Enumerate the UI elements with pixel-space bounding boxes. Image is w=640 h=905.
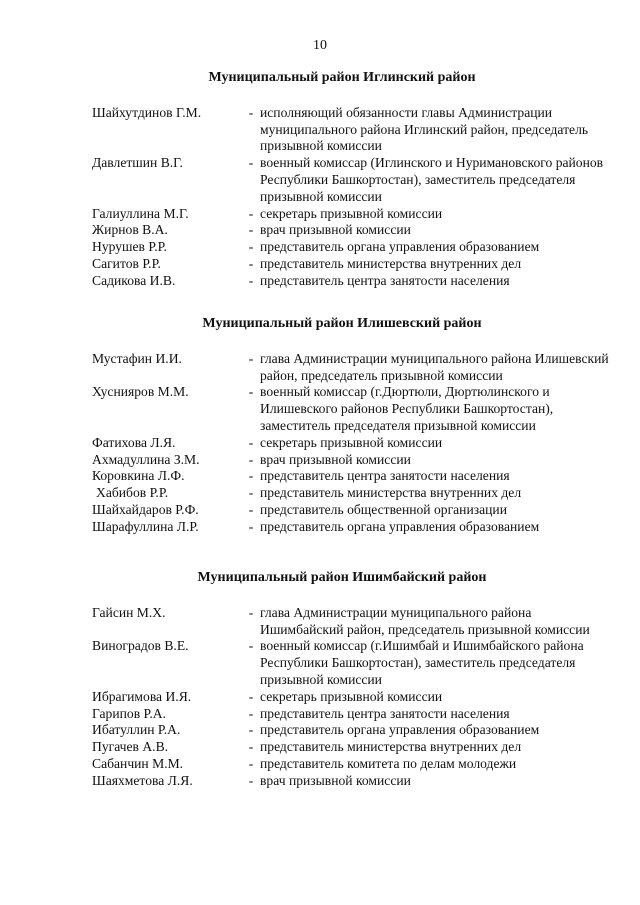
section-ilishevsky <box>92 316 612 536</box>
member-role: представитель министерства внутренних дел <box>260 739 522 755</box>
member-name: Хабибов Р.Р. <box>96 485 169 501</box>
member-role: представитель органа управления образованием <box>260 239 540 255</box>
member-role: представитель центра занятости населения <box>260 705 510 721</box>
member-role: врач призывной комиссии <box>260 222 411 238</box>
member-name: Фатихова Л.Я. <box>92 434 176 450</box>
dash: - <box>248 468 254 484</box>
dash: - <box>248 350 254 366</box>
member-row <box>92 485 612 502</box>
member-role: военный комиссар (Иглинского и Нуримановского районов Республики Башкортостан), заместитель председателя призывной комиссии <box>260 155 604 204</box>
member-role: военный комиссар (г.Ишимбай и Ишимбайского района Республики Башкортостан), заместитель председателя призывной комиссии <box>260 638 584 687</box>
member-name: Сагитов Р.Р. <box>92 255 161 271</box>
member-role: секретарь призывной комиссии <box>260 434 443 450</box>
member-name: Виноградов В.Е. <box>92 638 189 654</box>
member-name: Нурушев Р.Р. <box>92 239 167 255</box>
dash: - <box>248 485 254 501</box>
dash: - <box>248 434 254 450</box>
member-name: Ибатуллин Р.А. <box>92 722 181 738</box>
section-ishimbaysky <box>92 570 612 790</box>
member-role: военный комиссар (г.Дюртюли, Дюртюлинского и Илишевского районов Республики Башкортостан), заместитель председателя призывной комиссии <box>260 384 554 433</box>
member-row <box>92 452 612 469</box>
member-role: представитель общественной организации <box>260 501 507 517</box>
page-number: 10 <box>313 38 327 53</box>
member-name: Садикова И.В. <box>92 272 176 288</box>
dash: - <box>248 722 254 738</box>
member-row <box>92 435 612 452</box>
dash: - <box>248 272 254 288</box>
member-name: Шарафуллина Л.Р. <box>92 518 199 534</box>
section-title: Муниципальный район Илишевский район <box>202 316 482 331</box>
dash: - <box>248 638 254 654</box>
member-list <box>92 351 612 536</box>
dash: - <box>248 222 254 238</box>
dash: - <box>248 451 254 467</box>
member-name: Пугачев А.В. <box>92 739 169 755</box>
dash: - <box>248 688 254 704</box>
member-role: представитель центра занятости населения <box>260 272 510 288</box>
member-name: Шайхайдаров Р.Ф. <box>92 501 199 517</box>
member-name: Сабанчин М.М. <box>92 755 184 771</box>
member-row <box>92 519 612 536</box>
member-name: Давлетшин В.Г. <box>92 155 183 171</box>
section-iglinsky <box>92 70 612 290</box>
member-row <box>92 384 612 434</box>
member-row <box>92 756 612 773</box>
dash: - <box>248 705 254 721</box>
member-role: врач призывной комиссии <box>260 451 411 467</box>
member-role: врач призывной комиссии <box>260 772 411 788</box>
member-row <box>92 273 612 290</box>
member-row <box>92 222 612 239</box>
member-row <box>92 351 612 385</box>
member-row <box>92 155 612 205</box>
member-role: секретарь призывной комиссии <box>260 688 443 704</box>
member-name: Ахмадуллина З.М. <box>92 451 200 467</box>
dash: - <box>248 772 254 788</box>
member-row <box>92 773 612 790</box>
member-row <box>92 605 612 639</box>
member-row <box>92 706 612 723</box>
member-row <box>92 739 612 756</box>
member-role: глава Администрации муниципального района Илишевский район, председатель призывной комиссии <box>260 350 609 383</box>
dash: - <box>248 518 254 534</box>
dash: - <box>248 255 254 271</box>
member-name: Гарипов Р.А. <box>92 705 166 721</box>
member-name: Гайсин М.Х. <box>92 604 166 620</box>
member-name: Мустафин И.И. <box>92 350 182 366</box>
member-role: глава Администрации муниципального района Ишимбайский район, председатель призывной комиссии <box>260 604 590 637</box>
member-list <box>92 105 612 290</box>
dash: - <box>248 604 254 620</box>
member-role: представитель органа управления образованием <box>260 518 540 534</box>
member-row <box>92 105 612 155</box>
member-row <box>92 239 612 256</box>
member-role: представитель центра занятости населения <box>260 468 510 484</box>
dash: - <box>248 205 254 221</box>
member-name: Коровкина Л.Ф. <box>92 468 185 484</box>
member-list <box>92 605 612 790</box>
member-row <box>92 689 612 706</box>
dash: - <box>248 155 254 171</box>
member-row <box>92 638 612 688</box>
dash: - <box>248 239 254 255</box>
section-title: Муниципальный район Ишимбайский район <box>197 570 487 585</box>
member-name: Жирнов В.А. <box>92 222 168 238</box>
member-role: представитель министерства внутренних дел <box>260 255 522 271</box>
member-row <box>92 722 612 739</box>
member-row <box>92 206 612 223</box>
section-title: Муниципальный район Иглинский район <box>208 70 476 85</box>
dash: - <box>248 755 254 771</box>
member-role: секретарь призывной комиссии <box>260 205 443 221</box>
member-row <box>92 256 612 273</box>
dash: - <box>248 501 254 517</box>
member-name: Шаяхметова Л.Я. <box>92 772 193 788</box>
dash: - <box>248 384 254 400</box>
member-name: Ибрагимова И.Я. <box>92 688 192 704</box>
member-row <box>92 502 612 519</box>
member-name: Хуснияров М.М. <box>92 384 189 400</box>
member-row <box>92 468 612 485</box>
member-name: Шайхутдинов Г.М. <box>92 104 202 120</box>
dash: - <box>248 104 254 120</box>
member-role: исполняющий обязанности главы Администрации муниципального района Иглинский район, председатель призывной комиссии <box>260 104 589 154</box>
member-role: представитель органа управления образованием <box>260 722 540 738</box>
dash: - <box>248 739 254 755</box>
member-role: представитель комитета по делам молодежи <box>260 755 517 771</box>
member-name: Галиуллина М.Г. <box>92 205 189 221</box>
member-role: представитель министерства внутренних дел <box>260 485 522 501</box>
